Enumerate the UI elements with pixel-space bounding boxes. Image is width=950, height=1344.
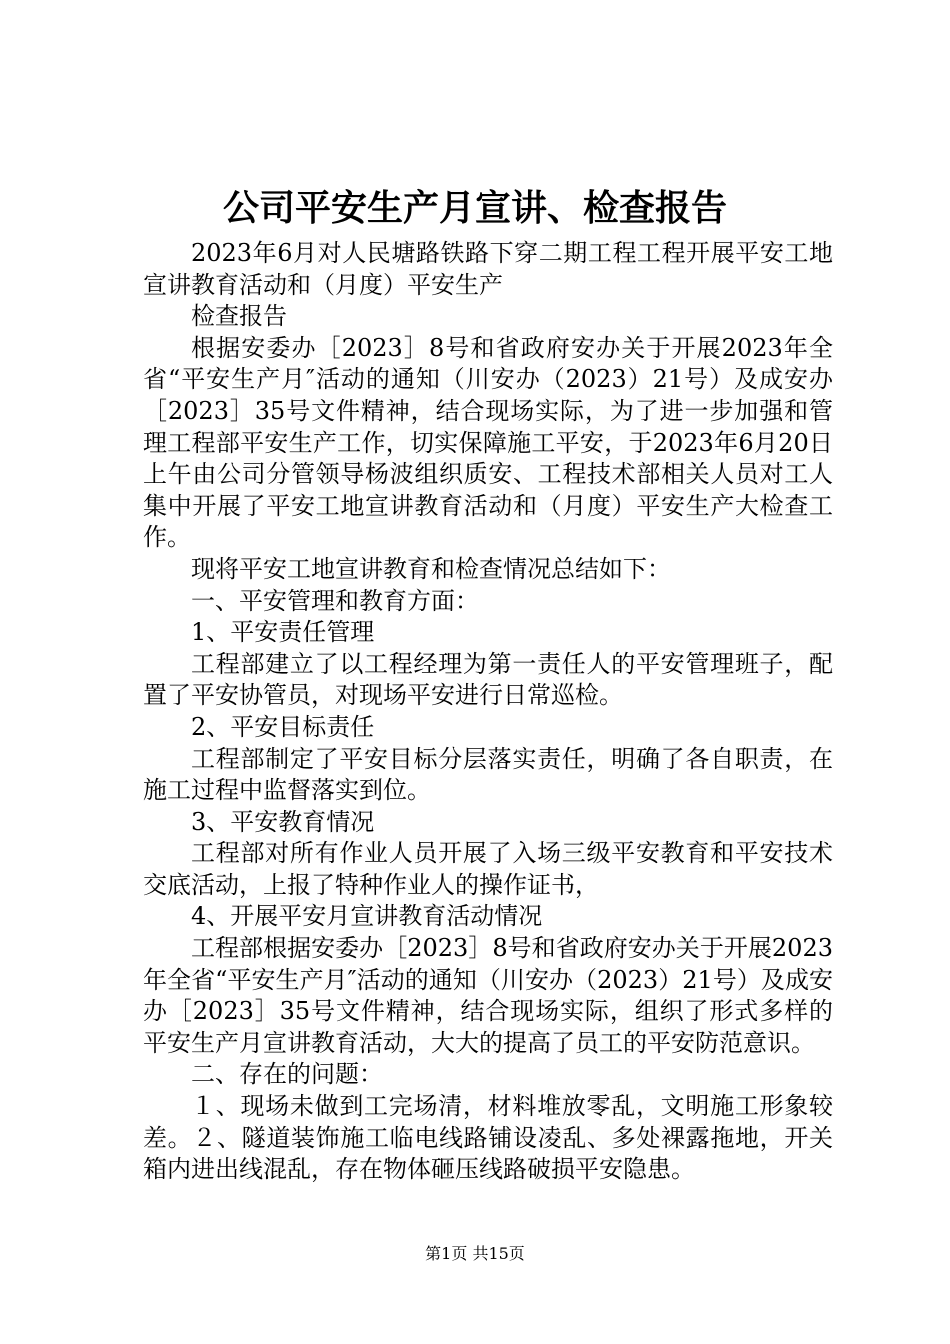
paragraph: 现将平安工地宣讲教育和检查情况总结如下：	[191, 554, 671, 583]
subsection-heading: 4、开展平安月宣讲教育活动情况	[191, 902, 543, 931]
paragraph: 工程部建立了以工程经理为第一责任人的平安管理班子，配置了平安协管员，对现场平安进行日常巡检。	[143, 649, 833, 710]
subsection-heading: 3、平安教育情况	[191, 807, 375, 836]
paragraph: 2023年6月对人民塘路铁路下穿二期工程工程开展平安工地宣讲教育活动和（月度）平安生产	[143, 239, 833, 299]
paragraph: 根据安委办［2023］8号和省政府安办关于开展2023年全省“平安生产月″活动的通知（川安办（2023）21号）及成安办［2023］35号文件精神，结合现场实际，为了进一步加强和管理工程部平安生产工作，切实保障施工平安，于2023年6月20日上午由公司分管领导杨波组织质安、工程技术部相关人员对工人集中开展了平安工地宣讲教育活动和（月度）平安生产大检查工作。	[143, 333, 833, 552]
section-heading: 一、平安管理和教育方面：	[191, 586, 479, 615]
document-body	[143, 238, 833, 1186]
section-heading: 二、存在的问题：	[191, 1060, 383, 1089]
paragraph: 工程部制定了平安目标分层落实责任，明确了各自职责，在施工过程中监督落实到位。	[143, 744, 833, 805]
document-title: 公司平安生产月宣讲、检查报告	[222, 187, 727, 229]
subsection-heading: 1、平安责任管理	[191, 618, 375, 647]
paragraph: 检查报告	[191, 302, 287, 331]
paragraph: 工程部对所有作业人员开展了入场三级平安教育和平安技术交底活动，上报了特种作业人的操作证书，	[143, 839, 833, 899]
paragraph: １、现场未做到工完场清，材料堆放零乱，文明施工形象较差。２、隧道装饰施工临电线路铺设凌乱、多处裸露拖地，开关箱内进出线混乱，存在物体砸压线路破损平安隐患。	[143, 1092, 833, 1184]
page-number: 第1页 共15页	[425, 1244, 525, 1263]
paragraph: 工程部根据安委办［2023］8号和省政府安办关于开展2023年全省“平安生产月″活动的通知（川安办（2023）21号）及成安办［2023］35号文件精神，结合现场实际，组织了形式多样的平安生产月宣讲教育活动，大大的提高了员工的平安防范意识。	[143, 934, 833, 1057]
subsection-heading: 2、平安目标责任	[191, 712, 375, 741]
